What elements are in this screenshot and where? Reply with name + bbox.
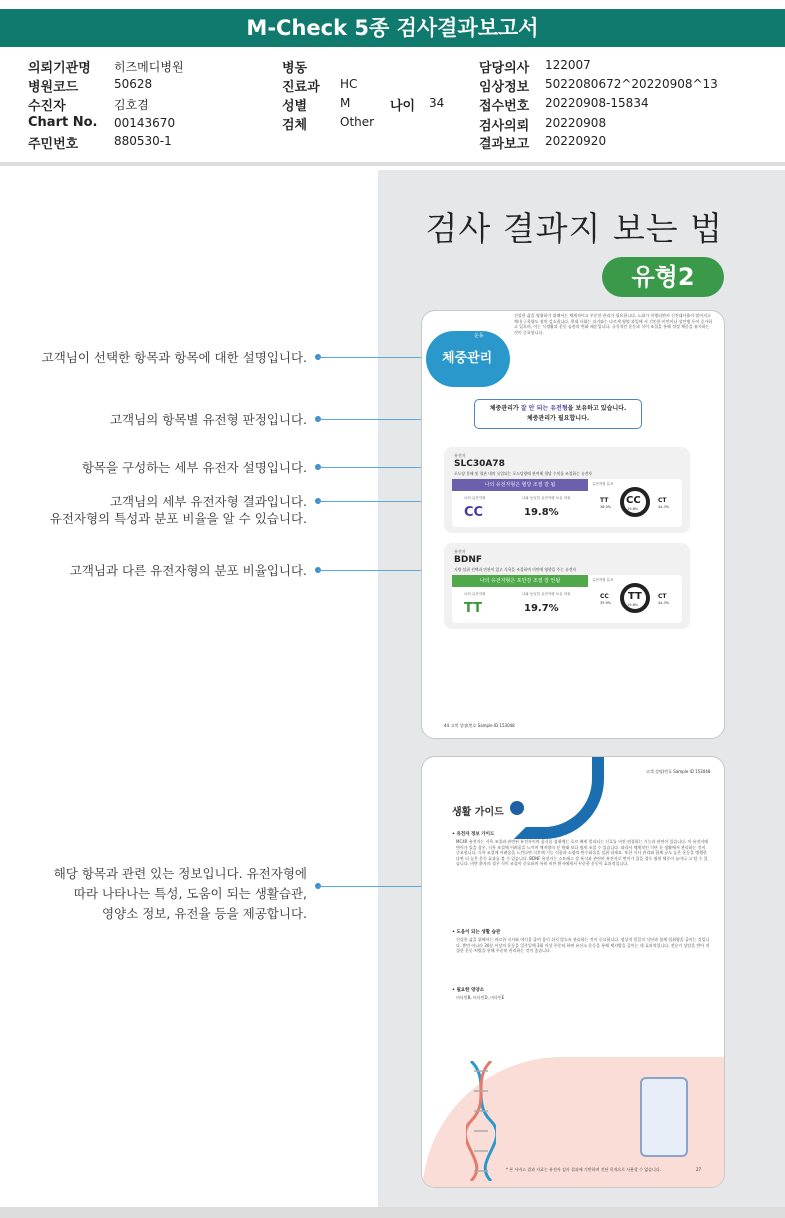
gene-name: SLC30A78 [454, 459, 505, 469]
info-value: M [340, 96, 351, 110]
info-label: Chart No. [28, 115, 98, 130]
info-value: 20220908 [545, 116, 607, 130]
verdict-text: 을 보유하고 있습니다. [567, 405, 627, 412]
info-value: 5022080672^20220908^13 [545, 77, 718, 91]
genotype-center: TT [628, 591, 642, 602]
genotype-center-pct: 19.8% [627, 603, 639, 607]
distribution-label: 유전자형 분포 [592, 578, 614, 582]
genotype-verdict [474, 399, 642, 429]
verdict-line: 체중관리가 필요합니다. [526, 415, 590, 422]
info-value: 50628 [114, 77, 153, 91]
my-genotype: TT [464, 601, 483, 616]
annotation-gene-description: 항목을 구성하는 세부 유전자 설명입니다. [81, 460, 307, 475]
guide-section-text: MC4R 유전자는 식욕 조절과 관련된 유전자이며 음식물 섭취에는 호르 배게 멀리되는 신호를 비전 연결하는 기능과 관련이 있습니다. 이 유전자에 변이가 있을 경우, 식욕 조절에 어려움을 느끼며 체지방의 분 원래 보다 쉽게 조절 수 있습니다. 따라서 체계적인 식단 등 생활에서 관리하는 것이 중요합니다. 식욕 조절에 어려움을 느낀다면 식후에 기능 식품과 소량의 탄수화물을 섭취 하세요. 또한 식사 관리와 함께 규도 높은 운동을 병행한다면 더 높은 운동 효과를 볼 수 있습니다. BDNF 유전자는 스트레스 상 폭식과 관련된 유전자로 변이가 있을 경우 쉽게 체중이 늘어나 고 탈 수 있습니다. 비만 환자의 경우 식이 조절이 중요하며 특히 비만 환자에게서 꾸준한 운동이 효과적입니다. [456, 839, 709, 866]
info-value: Other [340, 115, 375, 129]
info-label: 의뢰기관명 [28, 61, 91, 76]
gene-label: 유전자 [454, 549, 466, 554]
decorative-arc [514, 756, 604, 839]
genotype-left-pct: 35.9% [600, 601, 612, 605]
annotation-distribution: 고객님과 다른 유전자형의 분포 비율입니다. [69, 563, 307, 578]
info-value: 히즈메디병원 [114, 60, 184, 74]
info-value: 20220920 [545, 134, 607, 148]
info-label: 담당의사 [479, 61, 530, 76]
info-label: 주민번호 [28, 137, 79, 152]
guide-section-head: • 유전자 정보 가이드 [452, 832, 495, 837]
lifestyle-guide-title: 생활 가이드 [452, 807, 504, 818]
info-label: 병원코드 [28, 80, 79, 95]
info-label: 병동 [282, 61, 308, 76]
dna-icon [466, 1061, 496, 1181]
genotype-right: CT [658, 593, 667, 600]
genotype-left: TT [600, 497, 609, 504]
sample-page-guide [421, 756, 725, 1188]
section-intro: 건강한 삶을 영위하기 위해서는 체계적이고 꾸준한 관리가 필요합니다. 노화가 진행되면서 신진대사율이 떨어지고 체내 근육량도 점차 감소합니다. 현대 사회는 과거와는 다르게 영양 과잉에 서 기인한 비만이나 성인병 등이 증가하고 있으며, 이는 식생활과 운동 습관의 변화 때문입니다. 규칙적인 운동과 식이 조절을 통해 적정 체중을 유지하는 것이 중요합니다. [514, 313, 713, 335]
section-tag: 운동 [474, 333, 484, 339]
guide-heading: 검사 결과지 보는 법 [425, 209, 723, 248]
annotation-line: 유전자형의 특성과 분포 비율을 알 수 있습니다. [49, 511, 307, 526]
patient-info [0, 55, 785, 155]
genotype-center: CC [626, 495, 641, 506]
sample-page-result [421, 310, 725, 739]
info-value: 122007 [545, 58, 591, 72]
info-label: 수진자 [28, 99, 66, 114]
page-footer: 44 고객 성명(번호 Sample ID 153048 [444, 723, 515, 728]
gene-description: 포도당 분해 및 혈관 내의 유입되는 포도당량에 관여해 혈당 수치를 조절하는 유전자 [454, 471, 592, 476]
info-label: 검체 [282, 118, 308, 133]
genotype-right: CT [658, 497, 667, 504]
title-dot [510, 801, 524, 815]
info-label: 나이 [390, 99, 416, 114]
annotation-item-description: 고객님이 선택한 항목과 항목에 대한 설명입니다. [41, 350, 307, 365]
top-divider [0, 162, 785, 166]
annotation-line: 영양소 정보, 유전율 등을 제공합니다. [102, 906, 307, 921]
page-footnote: * 본 서비스 결과 자료는 유전자 검사 결과에 기반하며 진단 목적으로 사용할 수 없습니다. [506, 1167, 662, 1172]
genotype-center-pct: 19.8% [627, 507, 639, 511]
page-number: 27 [696, 1167, 702, 1172]
genotype-bar: 나의 유전자형은 포만감 조절 잘 안됨 [452, 575, 588, 587]
my-genotype-label: 나의 유전자형 [464, 592, 486, 596]
annotation-my-genotype [50, 493, 307, 527]
annotation-genotype-verdict: 고객님의 항목별 유전형 판정입니다. [109, 412, 307, 427]
verdict-line [475, 404, 641, 414]
info-value: 김호겸 [114, 98, 149, 112]
distribution-label: 유전자형 분포 [592, 482, 614, 486]
genotype-right-pct: 44.3% [658, 505, 670, 509]
info-value: 880530-1 [114, 134, 172, 148]
gene-name: BDNF [454, 555, 483, 565]
info-label: 진료과 [282, 80, 320, 95]
info-value: HC [340, 77, 358, 91]
verdict-text: 체중관리가 [489, 405, 521, 412]
genotype-bar: 나의 유전자형은 혈당 조절 잘 됨 [452, 479, 588, 491]
gene-card [444, 447, 690, 533]
genotype-left: CC [600, 593, 609, 600]
info-value: 20220908-15834 [545, 96, 649, 110]
same-genotype-label: 나와 동일한 유전자형 보유 비율 [522, 592, 571, 596]
guide-section-head: • 필요한 영양소 [452, 988, 485, 993]
genotype-result [452, 575, 682, 623]
genotype-right-pct: 44.3% [658, 601, 670, 605]
annotation-panel [0, 170, 378, 1207]
info-label: 접수번호 [479, 99, 530, 114]
genotype-result [452, 479, 682, 527]
type-badge: 유형2 [602, 257, 724, 297]
bottom-divider [0, 1207, 785, 1218]
verdict-highlight: 잘 안 되는 유전형 [520, 405, 568, 412]
annotation-line: 고객님의 세부 유전자형 결과입니다. [109, 494, 307, 509]
connector-line [318, 357, 438, 358]
info-value: 00143670 [114, 116, 176, 130]
my-genotype-label: 나의 유전자형 [464, 496, 486, 500]
info-label: 결과보고 [479, 137, 530, 152]
same-genotype-label: 나와 동일한 유전자형 보유 비율 [522, 496, 571, 500]
annotation-line: 따라 나타나는 특성, 도움이 되는 생활습관, [73, 886, 307, 901]
section-name: 체중관리 [442, 351, 493, 366]
gene-description: 지방 섭취 선택과 연관이 있고 식욕을 조절하여 비만에 영향을 주는 유전자 [454, 567, 577, 572]
info-label: 성별 [282, 99, 308, 114]
gene-card [444, 543, 690, 629]
my-genotype: CC [464, 505, 484, 520]
guide-section-text: 비타민B, 비타민D, 비타민E [456, 995, 505, 1000]
genotype-left-pct: 36.0% [600, 505, 612, 509]
report-title: M-Check 5종 검사결과보고서 [0, 9, 785, 47]
guide-section-text: 건강한 삶을 위해서는 바르한 식사와 야식을 줄여 몸이 쉬지 않도록 관리하는 것이 중요합니다. 정상적 일일의 식단과 함께 섭취량을 줄이는 것입니다. 뿐만 아니라 30분 이상의 운동을 일주일에 3회 이상 꾸준히 하면 유산소 운동을 통해 체지방을 줄이는 데 효과적입니다. 전문가 상담을 받아 적절한 운동 처방을 통해 꾸준히 관리하는 것이 좋습니다. [456, 937, 710, 953]
phone-icon [640, 1077, 688, 1157]
info-label: 검사의뢰 [479, 119, 530, 134]
gene-label: 유전자 [454, 453, 466, 458]
info-label: 임상정보 [479, 80, 530, 95]
info-value: 34 [429, 96, 445, 110]
guide-section-head: • 도움이 되는 생활 습관 [452, 930, 501, 935]
genotype-percent: 19.7% [524, 603, 559, 614]
genotype-percent: 19.8% [524, 507, 559, 518]
annotation-line: 해당 항목과 관련 있는 정보입니다. 유전자형에 [53, 866, 307, 881]
page-header: 고객 성명(번호 Sample ID 153048 [646, 769, 711, 774]
annotation-guide-info [54, 864, 307, 924]
